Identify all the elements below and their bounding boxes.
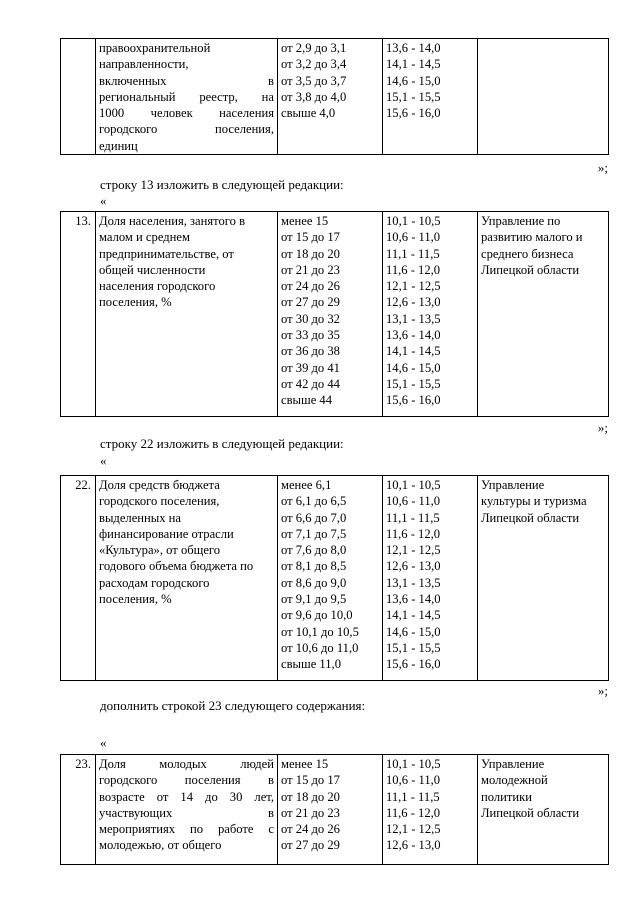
cell-line: от 27 до 29 xyxy=(281,295,340,310)
cell-line: 10,6 - 11,0 xyxy=(386,494,441,509)
table-row xyxy=(61,212,609,417)
cell-line: от 3,2 до 3,4 xyxy=(281,57,347,72)
cell-line: 14,1 - 14,5 xyxy=(386,344,441,359)
closing-quote: »; xyxy=(597,160,608,175)
table-top-fragment xyxy=(60,38,609,155)
cell-line: от 21 до 23 xyxy=(281,805,340,820)
cell-line: молодежной xyxy=(481,773,548,788)
cell-line: общей численности xyxy=(99,262,206,277)
cell-line: правоохранительной xyxy=(99,41,211,55)
instruction-text: строку 13 изложить в следующей редакции: xyxy=(100,177,344,192)
cell-line: 15,6 - 16,0 xyxy=(386,106,441,121)
cell-line: 11,1 - 11,5 xyxy=(386,789,440,804)
cell-line: 13,1 - 13,5 xyxy=(386,311,441,326)
cell-line: 14,1 - 14,5 xyxy=(386,57,441,72)
cell-line: от 27 до 29 xyxy=(281,838,340,853)
table-row-13 xyxy=(60,211,609,417)
cell-line: Управление по xyxy=(481,214,561,228)
cell-line: от 6,1 до 6,5 xyxy=(281,494,347,509)
cell-line: годового объема бюджета по xyxy=(99,559,254,574)
row-number-cell: 13. xyxy=(61,212,96,417)
cell-line: от 7,1 до 7,5 xyxy=(281,526,347,541)
cell-line: «Культура», от общего xyxy=(99,543,221,558)
cell-line: финансирование отрасли xyxy=(99,526,234,541)
ranges-cell xyxy=(278,476,383,681)
cell-line: малом и среднем xyxy=(99,230,190,245)
cell-line: городского поселения, xyxy=(99,494,220,509)
cell-line: 10,6 - 11,0 xyxy=(386,230,441,245)
cell-line: свыше 4,0 xyxy=(281,106,336,121)
cell-line: 12,1 - 12,5 xyxy=(386,822,441,837)
cell-line: 14,6 - 15,0 xyxy=(386,73,441,88)
cell-line: молодежью, от общего xyxy=(99,838,222,853)
cell-line: культуры и туризма xyxy=(481,494,587,509)
cell-line: 13,6 - 14,0 xyxy=(386,592,441,607)
cell-line: от 3,8 до 4,0 xyxy=(281,89,347,104)
cell-line: 11,6 - 12,0 xyxy=(386,526,441,541)
cell-line: от 24 до 26 xyxy=(281,279,340,294)
cell-line: 14,6 - 15,0 xyxy=(386,624,441,639)
cell-line: мероприятиях по работе с xyxy=(99,822,274,837)
cell-line: от 6,6 до 7,0 xyxy=(281,510,347,525)
cell-line: от 9,6 до 10,0 xyxy=(281,608,353,623)
cell-line: направленности, xyxy=(99,57,189,72)
instruction-text: строку 22 изложить в следующей редакции: xyxy=(100,436,344,451)
cell-line: менее 6,1 xyxy=(281,478,332,492)
cell-line: городского поселения, xyxy=(99,122,274,137)
cell-line: свыше 11,0 xyxy=(281,657,342,672)
description-cell xyxy=(96,755,278,865)
cell-line: от 8,6 до 9,0 xyxy=(281,575,347,590)
cell-line: от 21 до 23 xyxy=(281,262,340,277)
cell-line: 10,1 - 10,5 xyxy=(386,214,441,228)
cell-line: среднего бизнеса xyxy=(481,246,574,261)
ranges-cell xyxy=(278,39,383,155)
cell-line: 12,6 - 13,0 xyxy=(386,295,441,310)
cell-line: 13,6 - 14,0 xyxy=(386,328,441,343)
cell-line: Доля молодых людей xyxy=(99,757,274,771)
cell-line: от 10,6 до 11,0 xyxy=(281,640,359,655)
cell-line: 14,1 - 14,5 xyxy=(386,608,441,623)
cell-line: свыше 44 xyxy=(281,393,333,408)
cell-line: 11,6 - 12,0 xyxy=(386,262,441,277)
cell-line: от 36 до 38 xyxy=(281,344,340,359)
cell-line: 10,1 - 10,5 xyxy=(386,757,441,771)
cell-line: от 8,1 до 8,5 xyxy=(281,559,347,574)
responsible-cell xyxy=(478,476,609,681)
description-cell xyxy=(96,476,278,681)
cell-line: 1000 человек населения xyxy=(99,106,274,121)
cell-line: 12,6 - 13,0 xyxy=(386,559,441,574)
cell-line: 11,1 - 11,5 xyxy=(386,510,440,525)
scores-cell xyxy=(383,476,478,681)
cell-line: 15,1 - 15,5 xyxy=(386,640,441,655)
cell-line: включенных в xyxy=(99,73,274,88)
cell-line: возрасте от 14 до 30 лет, xyxy=(99,789,274,804)
cell-line: от 18 до 20 xyxy=(281,789,340,804)
cell-line: 13,6 - 14,0 xyxy=(386,41,441,55)
cell-line: от 10,1 до 10,5 xyxy=(281,624,359,639)
responsible-cell xyxy=(478,39,609,155)
ranges-cell xyxy=(278,755,383,865)
cell-line: от 24 до 26 xyxy=(281,822,340,837)
cell-line: от 33 до 35 xyxy=(281,328,340,343)
table-row xyxy=(61,476,609,681)
cell-line: предпринимательстве, от xyxy=(99,246,234,261)
cell-line: развитию малого и xyxy=(481,230,583,245)
closing-quote: »; xyxy=(597,420,608,435)
opening-quote: « xyxy=(100,735,107,750)
cell-line: менее 15 xyxy=(281,214,329,228)
row-number-cell xyxy=(61,39,96,155)
cell-line: населения городского xyxy=(99,279,216,294)
cell-line: 12,1 - 12,5 xyxy=(386,279,441,294)
cell-line: от 42 до 44 xyxy=(281,376,340,391)
cell-line: от 9,1 до 9,5 xyxy=(281,592,347,607)
cell-line: Липецкой области xyxy=(481,510,580,525)
cell-line: 10,1 - 10,5 xyxy=(386,478,441,492)
cell-line: от 2,9 до 3,1 xyxy=(281,41,347,55)
scores-cell xyxy=(383,755,478,865)
cell-line: 15,6 - 16,0 xyxy=(386,393,441,408)
cell-line: 15,1 - 15,5 xyxy=(386,376,441,391)
cell-line: Липецкой области xyxy=(481,805,580,820)
cell-line: Управление xyxy=(481,757,545,771)
cell-line: 12,6 - 13,0 xyxy=(386,838,441,853)
cell-line: 11,1 - 11,5 xyxy=(386,246,440,261)
table-row xyxy=(61,39,609,155)
cell-line: от 3,5 до 3,7 xyxy=(281,73,347,88)
opening-quote: « xyxy=(100,453,107,468)
closing-quote: »; xyxy=(597,683,608,698)
responsible-cell xyxy=(478,755,609,865)
cell-line: политики xyxy=(481,789,532,804)
cell-line: от 39 до 41 xyxy=(281,360,340,375)
cell-line: 10,6 - 11,0 xyxy=(386,773,441,788)
cell-line: Липецкой области xyxy=(481,262,580,277)
cell-line: от 7,6 до 8,0 xyxy=(281,543,347,558)
cell-line: городского поселения в xyxy=(99,773,274,788)
cell-line: Управление xyxy=(481,478,545,492)
cell-line: от 30 до 32 xyxy=(281,311,340,326)
cell-line: расходам городского xyxy=(99,575,210,590)
cell-line: региональный реестр, на xyxy=(99,89,274,104)
table-row xyxy=(61,755,609,865)
description-cell xyxy=(96,39,278,155)
description-cell xyxy=(96,212,278,417)
cell-line: Доля средств бюджета xyxy=(99,478,220,492)
responsible-cell xyxy=(478,212,609,417)
scores-cell xyxy=(383,212,478,417)
cell-line: участвующих в xyxy=(99,805,274,820)
cell-line: выделенных на xyxy=(99,510,181,525)
cell-line: единиц xyxy=(99,138,138,153)
row-number-cell: 23. xyxy=(61,755,96,865)
cell-line: от 18 до 20 xyxy=(281,246,340,261)
row-number-cell: 22. xyxy=(61,476,96,681)
cell-line: от 15 до 17 xyxy=(281,230,340,245)
scores-cell xyxy=(383,39,478,155)
cell-line: 15,6 - 16,0 xyxy=(386,657,441,672)
table-row-23 xyxy=(60,754,609,865)
cell-line: поселения, % xyxy=(99,295,172,310)
cell-line: 11,6 - 12,0 xyxy=(386,805,441,820)
cell-line: 15,1 - 15,5 xyxy=(386,89,441,104)
ranges-cell xyxy=(278,212,383,417)
cell-line: 12,1 - 12,5 xyxy=(386,543,441,558)
cell-line: 13,1 - 13,5 xyxy=(386,575,441,590)
opening-quote: « xyxy=(100,193,107,208)
cell-line: от 15 до 17 xyxy=(281,773,340,788)
cell-line: менее 15 xyxy=(281,757,329,771)
cell-line: поселения, % xyxy=(99,592,172,607)
cell-line: 14,6 - 15,0 xyxy=(386,360,441,375)
instruction-text: дополнить строкой 23 следующего содержания: xyxy=(100,698,366,713)
table-row-22 xyxy=(60,475,609,681)
cell-line: Доля населения, занятого в xyxy=(99,214,246,228)
